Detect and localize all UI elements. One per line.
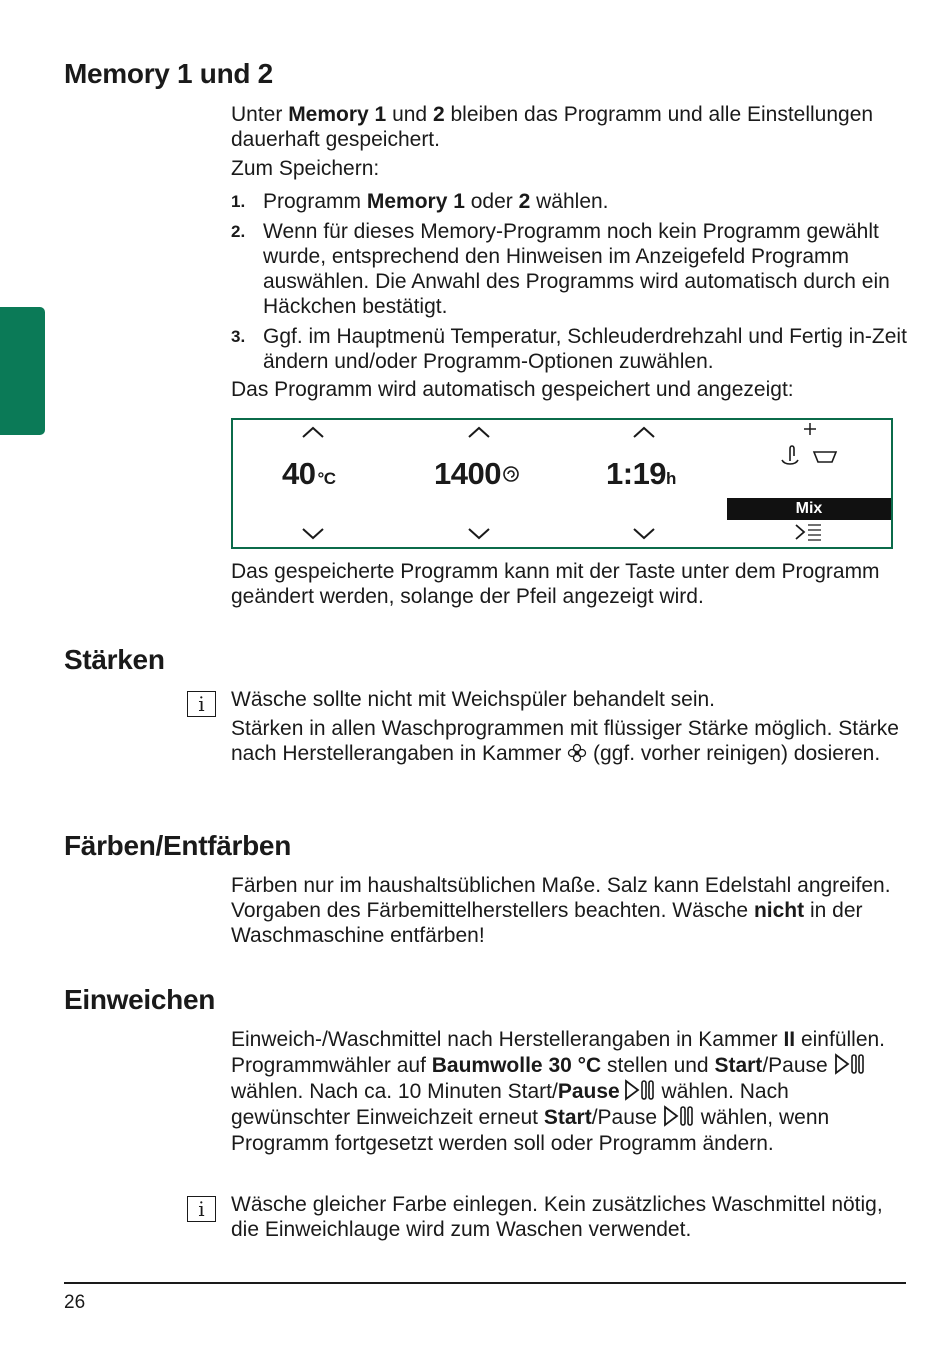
info-icon: i xyxy=(187,1196,216,1222)
temp-down-arrow-icon[interactable] xyxy=(301,527,325,541)
prewash-detergent-icon xyxy=(780,444,840,468)
heading-staerken: Stärken xyxy=(64,644,165,675)
staerken-note: Wäsche sollte nicht mit Weichspüler behandelt sein. xyxy=(231,688,716,711)
heading-faerben: Färben/Entfärben xyxy=(64,830,292,861)
step-1: 1. Programm Memory 1 oder 2 wählen. xyxy=(231,190,609,213)
spin-down-arrow-icon[interactable] xyxy=(467,527,491,541)
einweichen-text xyxy=(231,1027,911,1157)
heading-einweichen: Einweichen xyxy=(64,984,216,1015)
flower-compartment-icon xyxy=(567,743,587,763)
start-pause-icon xyxy=(663,1105,695,1127)
einweichen-body: Einweich-/Waschmittel nach Herstellerangaben in Kammer II einfüllen. Programmwähler auf Baumwolle 30 °C stellen und Start/Pause wählen. Nach ca. 10 Minuten Start/Pause wählen. Nach gewünschter Einweichzeit erneut Start/Pause wählen, wenn Programm fortgesetzt werden soll oder Programm ändern. xyxy=(231,1028,886,1155)
start-pause-icon xyxy=(834,1053,866,1075)
einweichen-note-block xyxy=(231,1192,911,1242)
step-2: 2. Wenn für dieses Memory-Programm noch kein Programm gewählt wurde, entsprechend den Hinweisen im Anzeigefeld Programm auswählen. Die Anwahl des Programms wird automatisch durch ein Häckchen bestätigt. xyxy=(231,220,890,318)
plus-icon xyxy=(802,421,818,437)
memory-intro: Unter Memory 1 und 2 bleiben das Programm und alle Einstellungen dauerhaft gespeichert. xyxy=(231,103,874,151)
faerben-body: Färben nur im haushaltsüblichen Maße. Salz kann Edelstahl angreifen. Vorgaben des Färbemittelherstellers beachten. Wäsche nicht in der Waschmaschine entfärben! xyxy=(231,874,891,947)
staerken-text xyxy=(231,687,911,766)
spin-up-arrow-icon[interactable] xyxy=(467,425,491,439)
time-up-arrow-icon[interactable] xyxy=(632,425,656,439)
faerben-text xyxy=(231,873,911,948)
info-icon: i xyxy=(187,691,216,717)
einweichen-note: Wäsche gleicher Farbe einlegen. Kein zusätzliches Waschmittel nötig, die Einweichlauge wird zum Waschen verwendet. xyxy=(231,1193,883,1241)
temp-up-arrow-icon[interactable] xyxy=(301,425,325,439)
program-menu-icon[interactable] xyxy=(794,522,824,542)
memory-change-note xyxy=(231,559,911,609)
memory-text xyxy=(231,102,911,402)
footer-divider xyxy=(64,1282,906,1284)
section-tab xyxy=(0,307,45,435)
start-pause-icon xyxy=(620,1079,656,1101)
time-readout: 1:19h xyxy=(606,456,676,491)
staerken-body: Stärken in allen Waschprogrammen mit flüssiger Stärke möglich. Stärke nach Herstellerangaben in Kammer (ggf. vorher reinigen) dosieren. xyxy=(231,717,899,765)
step-3: 3. Ggf. im Hauptmenü Temperatur, Schleuderdrehzahl und Fertig in-Zeit ändern und/oder Programm-Optionen zuwählen. xyxy=(231,325,907,373)
memory-steps xyxy=(231,189,911,374)
heading-memory: Memory 1 und 2 xyxy=(64,58,273,89)
spin-readout: 1400 xyxy=(434,456,520,492)
mix-program-label[interactable]: Mix xyxy=(727,498,891,520)
memory-auto-saved: Das Programm wird automatisch gespeichert und angezeigt: xyxy=(231,378,794,401)
memory-save-label: Zum Speichern: xyxy=(231,157,380,180)
memory-change-text: Das gespeicherte Programm kann mit der Taste unter dem Programm geändert werden, solange der Pfeil angezeigt wird. xyxy=(231,560,880,608)
page-number: 26 xyxy=(64,1292,86,1313)
temperature-readout: 40 °C xyxy=(282,456,336,491)
time-down-arrow-icon[interactable] xyxy=(632,527,656,541)
spin-icon xyxy=(502,465,520,483)
